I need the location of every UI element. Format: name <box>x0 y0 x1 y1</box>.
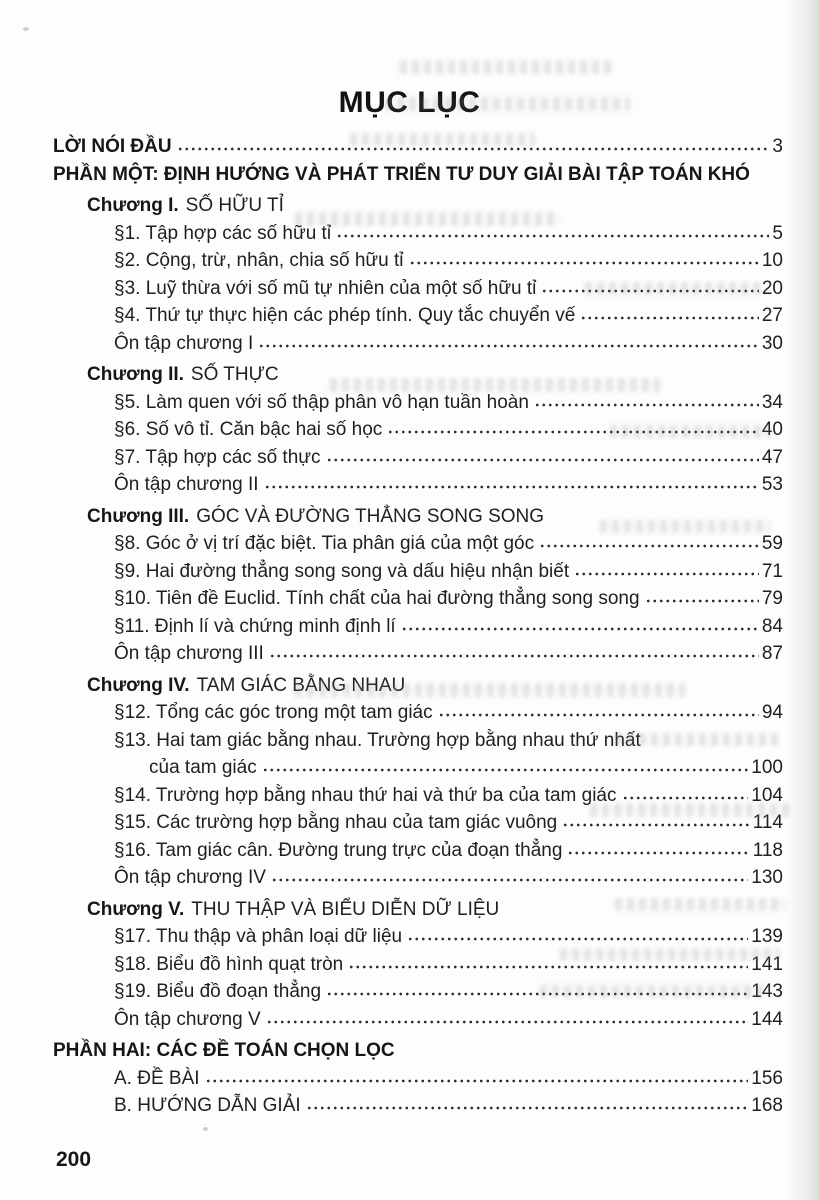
toc-entry-page-number: 34 <box>761 391 783 413</box>
toc-entry-page-number: 144 <box>751 1008 783 1030</box>
leader-dots <box>574 571 759 577</box>
toc-entry-page-number: 71 <box>761 560 783 582</box>
toc-entry-title: §19. Biểu đồ đoạn thẳng <box>114 981 322 1002</box>
toc-entry-page-number: 53 <box>761 474 783 495</box>
toc-entry <box>53 447 783 475</box>
toc-entry-title: Ôn tập chương V <box>114 1008 261 1030</box>
leader-dots <box>622 795 749 801</box>
toc-entry-title: GÓC VÀ ĐƯỜNG THẲNG SONG SONG <box>196 505 545 527</box>
toc-entry <box>53 1095 783 1123</box>
toc-entry-page-number: 47 <box>761 446 783 468</box>
bleedthrough-artifact <box>600 520 770 533</box>
leader-dots <box>580 315 759 321</box>
leader-dots <box>562 822 749 828</box>
toc-entry-page-number: 141 <box>751 953 783 975</box>
toc-entry-title: §15. Các trường hợp bằng nhau của tam giác vuông <box>114 812 558 833</box>
toc-entry-title: PHẦN MỘT: ĐỊNH HƯỚNG VÀ PHÁT TRIỂN TƯ DUY GIẢI BÀI TẬP TOÁN KHÓ <box>53 163 750 185</box>
leader-dots <box>269 653 759 659</box>
toc-entry-title: §7. Tập hợp các số thực <box>114 446 321 468</box>
leader-dots <box>271 877 748 883</box>
leader-dots <box>336 233 769 239</box>
toc-entry-title: THU THẬP VÀ BIỂU DIỄN DỮ LIỆU <box>191 898 500 920</box>
chapter-number-label: Chương I. <box>87 195 179 216</box>
bleedthrough-artifact <box>615 733 780 746</box>
toc-entry-page-number: 94 <box>761 702 783 723</box>
chapter-number-label: Chương IV. <box>87 674 190 696</box>
chapter-number-label: Chương II. <box>87 364 184 385</box>
toc-entry-title: TAM GIÁC BẰNG NHAU <box>196 674 406 696</box>
leader-dots <box>409 260 759 266</box>
toc-entry-title: PHẦN HAI: CÁC ĐỀ TOÁN CHỌN LỌC <box>53 1040 395 1061</box>
toc-entry <box>53 392 783 420</box>
bleedthrough-artifact <box>350 133 535 146</box>
toc-entry-title: §10. Tiên đề Euclid. Tính chất của hai đường thẳng song song <box>114 588 640 609</box>
leader-dots <box>438 712 759 718</box>
toc-entry-title: §17. Thu thập và phân loại dữ liệu <box>114 926 403 947</box>
leader-dots <box>407 936 748 942</box>
leader-dots <box>266 1019 749 1025</box>
toc-entry-title: SỐ THỰC <box>190 364 279 385</box>
bleedthrough-artifact <box>295 683 685 697</box>
toc-entry-page-number: 30 <box>761 332 783 354</box>
toc-entry-title: §16. Tam giác cân. Đường trung trực của đoạn thẳng <box>114 839 563 861</box>
toc-entry-title: SỐ HỮU TỈ <box>185 195 284 216</box>
scan-speck <box>23 27 29 31</box>
toc-entry-page-number: 87 <box>761 643 783 664</box>
toc-part-entry <box>53 1040 783 1068</box>
toc-entry-title: Ôn tập chương III <box>114 643 264 664</box>
chapter-number-label: Chương III. <box>87 505 190 527</box>
bleedthrough-artifact <box>540 985 770 998</box>
toc-entry-title: §3. Luỹ thừa với số mũ tự nhiên của một số hữu tỉ <box>114 277 537 299</box>
toc-entry-page-number: 27 <box>761 305 783 326</box>
toc-entry-page-number: 84 <box>761 615 783 637</box>
toc-entry-title: LỜI NÓI ĐẦU <box>53 136 172 157</box>
toc-entry-title: §6. Số vô tỉ. Căn bậc hai số học <box>114 419 383 440</box>
toc-entry-title: Ôn tập chương IV <box>114 867 266 888</box>
toc-entry <box>53 643 783 671</box>
toc-entry-page-number: 114 <box>752 812 783 833</box>
toc-entry-title: §1. Tập hợp các số hữu tỉ <box>114 222 332 244</box>
leader-dots <box>306 1105 749 1111</box>
leader-dots <box>205 1078 749 1084</box>
leader-dots <box>326 457 759 463</box>
toc-entry-title: Ôn tập chương I <box>114 332 254 354</box>
toc-entry <box>53 702 783 730</box>
toc-entry-title: của tam giác <box>149 757 257 778</box>
toc-entry-page-number: 79 <box>761 588 783 609</box>
toc-entry-title: §14. Trường hợp bằng nhau thứ hai và thứ ba của tam giác <box>114 784 617 806</box>
toc-entry <box>53 223 783 251</box>
toc-entry-page-number: 10 <box>761 250 783 271</box>
bleedthrough-artifact <box>585 282 760 295</box>
bleedthrough-artifact <box>615 898 785 911</box>
bleedthrough-artifact <box>610 425 770 438</box>
toc-entry <box>53 757 783 785</box>
leader-dots <box>534 402 759 408</box>
toc-entry <box>53 867 783 895</box>
toc-entry-title: A. ĐỀ BÀI <box>114 1067 200 1089</box>
toc-entry-title: Ôn tập chương II <box>114 474 259 495</box>
leader-dots <box>401 626 759 632</box>
toc-entry-page-number: 104 <box>751 784 783 806</box>
toc-entry <box>53 561 783 589</box>
leader-dots <box>539 543 759 549</box>
leader-dots <box>177 146 770 152</box>
toc-entry <box>53 1009 783 1037</box>
toc-entry-page-number: 130 <box>751 867 783 888</box>
leader-dots <box>264 484 759 490</box>
toc-entry-page-number: 100 <box>751 757 783 778</box>
toc-entry-page-number: 40 <box>761 419 783 440</box>
toc-entry-title: §18. Biểu đồ hình quạt tròn <box>114 953 344 975</box>
toc-part-entry <box>53 164 783 192</box>
toc-entry-title: B. HƯỚNG DẪN GIẢI <box>114 1095 301 1116</box>
toc-entry <box>53 616 783 644</box>
scan-speck <box>203 1127 208 1131</box>
toc-entry-page-number: 168 <box>751 1095 783 1116</box>
toc-entry <box>53 333 783 361</box>
toc-entry-title: §5. Làm quen với số thập phân vô hạn tuần hoàn <box>114 391 529 413</box>
toc-entry-title: §11. Định lí và chứng minh định lí <box>114 615 396 637</box>
toc-entry <box>53 840 783 868</box>
toc-entry-title: §13. Hai tam giác bằng nhau. Trường hợp bằng nhau thứ nhất <box>114 729 641 751</box>
toc-entry-page-number: 20 <box>761 277 783 299</box>
toc-entry <box>53 533 783 561</box>
toc-entry <box>53 250 783 278</box>
bleedthrough-artifact <box>400 60 615 74</box>
toc-entry-page-number: 5 <box>772 222 783 244</box>
leader-dots <box>258 343 759 349</box>
toc-entry <box>53 1068 783 1096</box>
bleedthrough-artifact <box>385 97 630 111</box>
page-number: 200 <box>56 1148 92 1171</box>
toc-entry <box>53 305 783 333</box>
toc-entry-page-number: 156 <box>751 1067 783 1089</box>
chapter-number-label: Chương V. <box>87 898 185 920</box>
toc-entry-title: §4. Thứ tự thực hiện các phép tính. Quy tắc chuyển vế <box>114 305 576 326</box>
bleedthrough-artifact <box>330 378 660 392</box>
leader-dots <box>645 598 759 604</box>
toc-entry-title: §2. Cộng, trừ, nhân, chia số hữu tỉ <box>114 250 404 271</box>
bleedthrough-artifact <box>560 948 780 961</box>
toc-entry-page-number: 139 <box>751 926 783 947</box>
leader-dots <box>348 964 748 970</box>
bleedthrough-artifact <box>590 803 790 817</box>
toc-entry <box>53 474 783 502</box>
toc-entry-page-number: 143 <box>751 981 783 1002</box>
toc-entry-title: §9. Hai đường thẳng song song và dấu hiệu nhận biết <box>114 560 570 582</box>
toc-entry <box>53 588 783 616</box>
toc-entry-title: §12. Tổng các góc trong một tam giác <box>114 702 433 723</box>
page-title: MỤC LỤC <box>338 86 481 119</box>
page-edge-shadow <box>785 0 819 1200</box>
toc-entry-title: §8. Góc ở vị trí đặc biệt. Tia phân giá của một góc <box>114 533 535 554</box>
toc-entry-page-number: 118 <box>752 839 783 861</box>
toc-entry-page-number: 3 <box>772 136 783 157</box>
toc-entry-page-number: 59 <box>761 533 783 554</box>
leader-dots <box>567 850 749 856</box>
leader-dots <box>262 767 749 773</box>
bleedthrough-artifact <box>295 212 560 226</box>
